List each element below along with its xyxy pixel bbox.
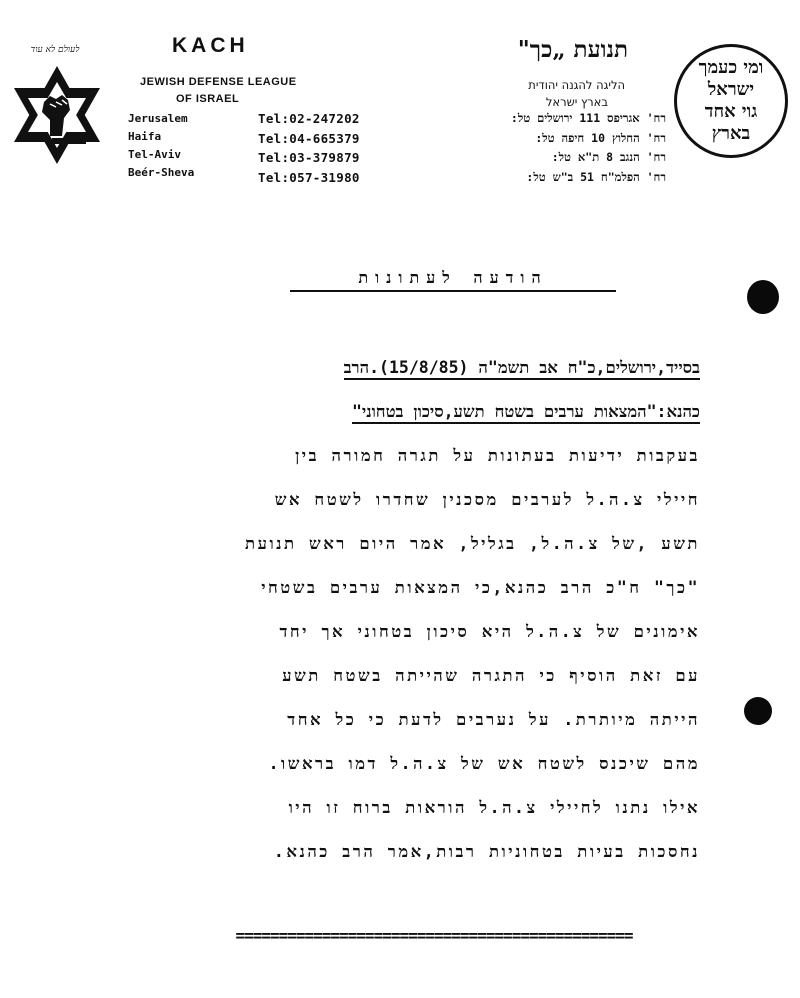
phone-jerusalem: Tel:02-247202	[258, 111, 360, 126]
kach-logo	[12, 44, 112, 164]
city-haifa: Haifa	[128, 130, 162, 143]
star-fist-emblem-icon	[12, 44, 112, 164]
org-subtitle-he-2: בארץ ישראל	[545, 95, 608, 109]
seal-line: בארץ	[711, 123, 751, 144]
body-line: נחסכות בעיות בטחוניות רבות,אמר הרב כהנא.	[273, 842, 700, 861]
end-divider: ==============================================	[235, 926, 633, 945]
org-subtitle-he-1: הליגה להגנה יהודית	[528, 78, 625, 92]
body-line: עם זאת הוסיף כי התגרה שהייתה בשטח תשע	[282, 666, 700, 685]
body-line: חיילי צ.ה.ל לערבים מסכנין שחדרו לשטח אש	[274, 490, 700, 509]
body-line: "כך" ח"כ הרב כהנא,כי המצאות ערבים בשטחי	[261, 578, 700, 597]
seal-line: גוי אחד	[704, 101, 758, 122]
org-subtitle-en-2: OF ISRAEL	[176, 93, 240, 105]
phone-beer-sheva: Tel:057-31980	[258, 169, 360, 185]
body-line: בעקבות ידיעות בעתונות על תגרה חמורה בין	[295, 446, 700, 465]
motto-seal	[674, 44, 788, 158]
address-jerusalem: רח' אגריפס 111 ירושלים טל:	[510, 111, 666, 125]
address-list	[384, 109, 666, 187]
press-release-body	[160, 352, 700, 880]
phone-haifa: Tel:04-665379	[258, 130, 360, 146]
body-line: אילו נתנו לחיילי צ.ה.ל הוראות ברוח זו היו	[288, 798, 700, 817]
press-release-heading: הודעה לעתונות	[290, 268, 616, 292]
phone-tel-aviv: Tel:03-379879	[258, 150, 360, 165]
punch-hole	[744, 697, 772, 725]
address-beer-sheva: רח' הפלמ"ח 51 ב"ש טל:	[526, 169, 666, 184]
body-line: תשע ,של צ.ה.ל, בגליל, אמר היום ראש תנועת	[245, 534, 700, 553]
org-name-he: תנועת „כך"	[517, 36, 628, 63]
city-beer-sheva: Beér-Sheva	[128, 166, 195, 179]
body-line: מהם שיכנס לשטח אש של צ.ה.ל דמו בראשו.	[268, 754, 700, 773]
body-line: הייתה מיותרת. על נערבים לדעת כי כל אחד	[287, 710, 700, 729]
logo-motto: לעולם לא עוד	[30, 45, 80, 55]
phone-list	[258, 109, 360, 187]
address-haifa: רח' החלוץ 10 חיפה טל:	[535, 130, 666, 145]
city-jerusalem: Jerusalem	[128, 112, 188, 125]
body-line: אימונים של צ.ה.ל היא סיכון בטחוני אך יחד	[279, 622, 700, 641]
seal-line: ומי כעמך	[698, 57, 764, 78]
city-list	[128, 110, 194, 182]
org-subtitle-en-1: JEWISH DEFENSE LEAGUE	[140, 76, 297, 88]
punch-hole	[747, 280, 779, 314]
org-name-en: KACH	[172, 34, 249, 57]
body-line: בסייד,ירושלים,כ"ח אב תשמ"ה (15/8/85).הרב	[160, 352, 700, 396]
body-line: כהנא:"המצאות ערבים בשטח תשע,סיכון בטחוני"	[160, 396, 700, 440]
address-tel-aviv: רח' הנגב 8 ת"א טל:	[551, 150, 666, 164]
seal-line: ישראל	[707, 79, 755, 100]
city-tel-aviv: Tel-Aviv	[128, 148, 181, 161]
